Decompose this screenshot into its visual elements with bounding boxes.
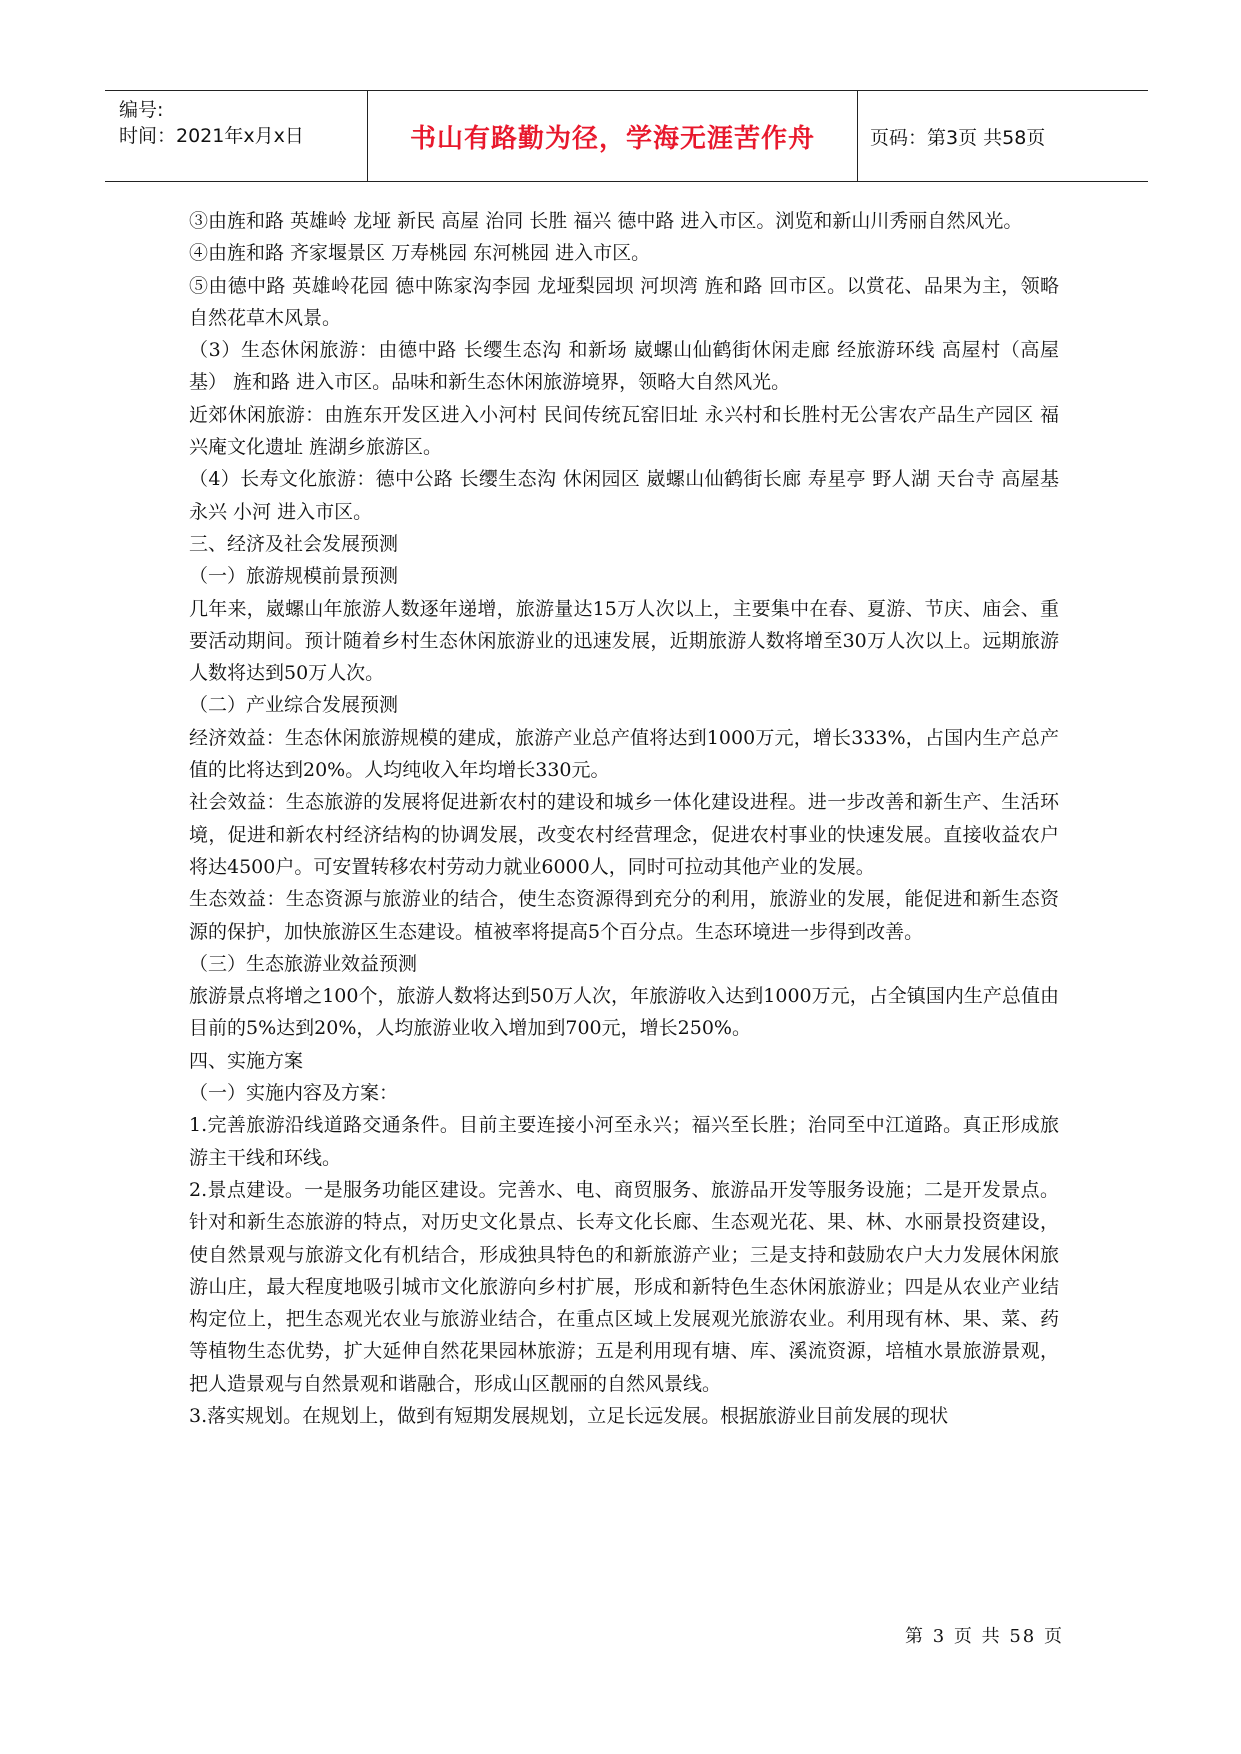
- subsection-heading: （三）生态旅游业效益预测: [189, 952, 418, 975]
- section-heading: 四、实施方案: [189, 1049, 304, 1072]
- paragraph: ⑤由德中路 英雄岭花园 德中陈家沟李园 龙垭梨园坝 河坝湾 旌和路 回市区。以赏花、品果为主，领略自然花草木风景。: [189, 274, 1059, 329]
- header-motto-cell: [368, 91, 858, 181]
- subsection-heading: （二）产业综合发展预测: [189, 694, 399, 717]
- paragraph: 几年来，崴螺山年旅游人数逐年递增，旅游量达15万人次以上，主要集中在春、夏游、节庆、庙会、重要活动期间。预计随着乡村生态休闲旅游业的迅速发展，近期旅游人数将增至30万人次以上。远期旅游人数将达到50万人次。: [189, 597, 1059, 685]
- paragraph: 社会效益：生态旅游的发展将促进新农村的建设和城乡一体化建设进程。进一步改善和新生产、生活环境，促进和新农村经济结构的协调发展，改变农村经营理念，促进农村事业的快速发展。直接收益农户将达4500户。可安置转移农村劳动力就业6000人，同时可拉动其他产业的发展。: [189, 791, 1059, 878]
- paragraph: （4）长寿文化旅游：德中公路 长缨生态沟 休闲园区 崴螺山仙鹤街长廊 寿星亭 野人湖 天台寺 高屋基 永兴 小河 进入市区。: [189, 468, 1059, 523]
- paragraph: 1.完善旅游沿线道路交通条件。目前主要连接小河至永兴；福兴至长胜；治同至中江道路。真正形成旅游主干线和环线。: [189, 1114, 1059, 1169]
- page-header: [105, 90, 1148, 182]
- document-body: [189, 205, 1059, 1432]
- paragraph: （3）生态休闲旅游：由德中路 长缨生态沟 和新场 崴螺山仙鹤街休闲走廊 经旅游环线 高屋村（高屋基） 旌和路 进入市区。品味和新生态休闲旅游境界，领略大自然风光。: [189, 339, 1059, 394]
- paragraph: 近郊休闲旅游：由旌东开发区进入小河村 民间传统瓦窑旧址 永兴村和长胜村无公害农产品生产园区 福兴庵文化遗址 旌湖乡旅游区。: [189, 403, 1059, 459]
- document-time-label: 时间：2021年x月x日: [119, 125, 304, 147]
- section-heading: 三、经济及社会发展预测: [189, 532, 399, 555]
- paragraph: 旅游景点将增之100个，旅游人数将达到50万人次，年旅游收入达到1000万元，占全镇国内生产总值由目前的5%达到20%，人均旅游业收入增加到700元，增长250%。: [189, 985, 1059, 1040]
- header-page-info: 页码：第3页 共58页: [870, 126, 1046, 149]
- paragraph: 生态效益：生态资源与旅游业的结合，使生态资源得到充分的利用，旅游业的发展，能促进和新生态资源的保护，加快旅游区生态建设。植被率将提高5个百分点。生态环境进一步得到改善。: [189, 888, 1059, 943]
- paragraph: ④由旌和路 齐家堰景区 万寿桃园 东河桃园 进入市区。: [189, 242, 651, 265]
- subsection-heading: （一）旅游规模前景预测: [189, 565, 399, 588]
- subsection-heading: （一）实施内容及方案：: [189, 1082, 399, 1105]
- document-number-label: 编号:: [119, 99, 164, 121]
- paragraph: ③由旌和路 英雄岭 龙垭 新民 高屋 治同 长胜 福兴 德中路 进入市区。浏览和新山川秀丽自然风光。: [189, 210, 1023, 232]
- page-footer: 第 3 页 共 58 页: [905, 1626, 1064, 1647]
- header-page-cell: [858, 91, 1148, 181]
- paragraph: 经济效益：生态休闲旅游规模的建成，旅游产业总产值将达到1000万元，增长333%，占国内生产总产值的比将达到20%。人均纯收入年均增长330元。: [189, 726, 1059, 782]
- paragraph: 2.景点建设。一是服务功能区建设。完善水、电、商贸服务、旅游品开发等服务设施；二是开发景点。针对和新生态旅游的特点，对历史文化景点、长寿文化长廊、生态观光花、果、林、水丽景投资建设，使自然景观与旅游文化有机结合，形成独具特色的和新旅游产业；三是支持和鼓励农户大力发展休闲旅游山庄，最大程度地吸引城市文化旅游向乡村扩展，形成和新特色生态休闲旅游业；四是从农业产业结构定位上，把生态观光农业与旅游业结合，在重点区域上发展观光旅游农业。利用现有林、果、菜、药等植物生态优势，扩大延伸自然花果园林旅游；五是利用现有塘、库、溪流资源，培植水景旅游景观，把人造景观与自然景观和谐融合，形成山区靓丽的自然风景线。: [189, 1178, 1059, 1395]
- header-info-cell: [105, 91, 368, 181]
- paragraph: 3.落实规划。在规划上，做到有短期发展规划，立足长远发展。根据旅游业目前发展的现状: [189, 1404, 949, 1427]
- header-motto: 书山有路勤为径，学海无涯苦作舟: [409, 123, 815, 154]
